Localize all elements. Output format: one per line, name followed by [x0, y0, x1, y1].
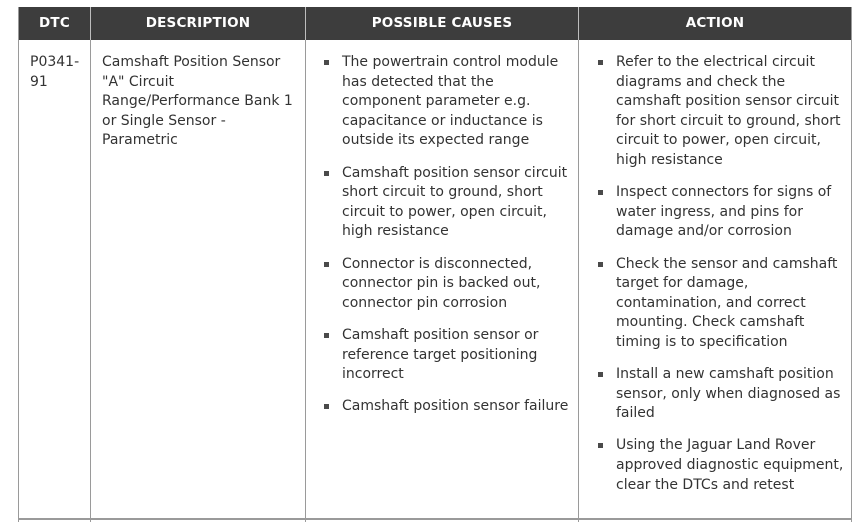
- header-action: ACTION: [685, 15, 745, 31]
- header-divider: [90, 7, 91, 40]
- description-cell: Camshaft Position Sensor "A" Circuit Range/Performance Bank 1 or Single Sensor - Parametric: [102, 54, 293, 149]
- table-bottom-rule: [19, 518, 851, 520]
- header-description: DESCRIPTION: [145, 15, 251, 31]
- action-item: Install a new camshaft position sensor, only when diagnosed as failed: [598, 365, 848, 424]
- action-item: Inspect connectors for signs of water ingress, and pins for damage and/or corrosion: [598, 183, 848, 242]
- header-divider: [305, 7, 306, 40]
- cause-item: Camshaft position sensor or reference target positioning incorrect: [324, 326, 574, 385]
- action-item: Refer to the electrical circuit diagrams and check the camshaft position sensor circuit for short circuit to ground, short circuit to power, open circuit, high resistance: [598, 53, 848, 171]
- dtc-code-cell: [30, 53, 86, 92]
- column-divider: [305, 7, 306, 522]
- dtc-code-line: P0341-: [30, 54, 80, 70]
- dtc-code-line: 91: [30, 73, 48, 90]
- dtc-table: [18, 7, 852, 522]
- table-header-row: [19, 7, 851, 40]
- possible-causes-cell: [324, 53, 574, 429]
- action-item: Check the sensor and camshaft target for damage, contamination, and correct mounting. Check camshaft timing is to specification: [598, 255, 848, 353]
- column-divider: [90, 7, 91, 522]
- column-divider: [578, 7, 579, 522]
- cause-item: Connector is disconnected, connector pin is backed out, connector pin corrosion: [324, 255, 574, 314]
- action-item: Using the Jaguar Land Rover approved diagnostic equipment, clear the DTCs and retest: [598, 436, 848, 495]
- action-cell: [598, 53, 848, 508]
- header-dtc: DTC: [39, 15, 70, 31]
- header-possible-causes: POSSIBLE CAUSES: [371, 15, 513, 31]
- cause-item: Camshaft position sensor circuit short circuit to ground, short circuit to power, open circuit, high resistance: [324, 164, 574, 242]
- cause-item: Camshaft position sensor failure: [324, 397, 574, 417]
- cause-item: The powertrain control module has detected that the component parameter e.g. capacitance or inductance is outside its expected range: [324, 53, 574, 151]
- header-divider: [578, 7, 579, 40]
